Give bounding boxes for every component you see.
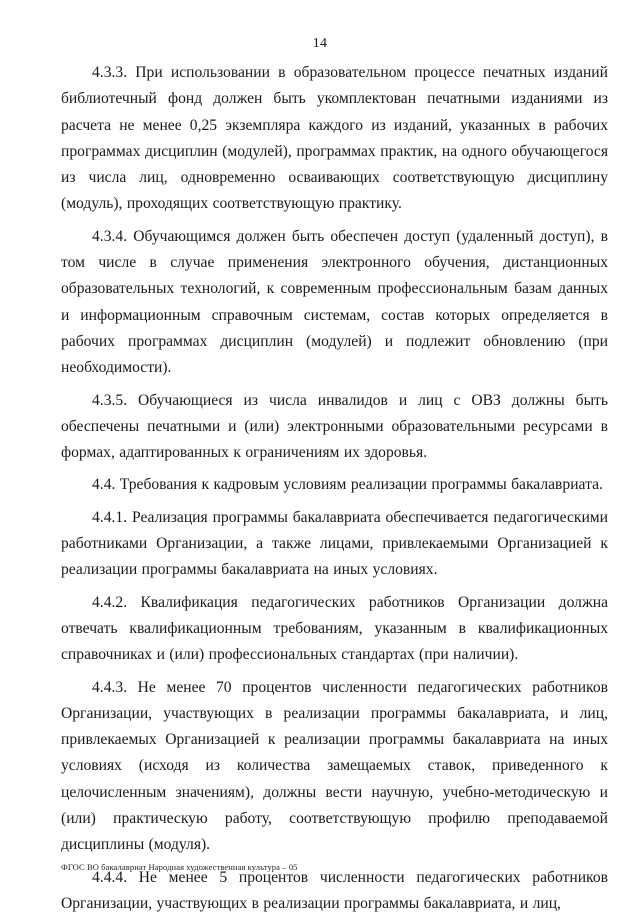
paragraph-4-4-3: 4.4.3. Не менее 70 процентов численности педагогических работников Организации, участвующих в реализации программы бакалавриата, и лиц, привлекаемых Организацией к реализации программы бакалавриата на иных условиях (исходя из количества замещаемых ставок, приведенного к целочисленным значениям), должны вести научную, учебно-методическую и (или) практическую работу, соответствующую профилю преподаваемой дисциплины (модуля). (61, 678, 608, 854)
paragraph-4-3-3: 4.3.3. При использовании в образовательном процессе печатных изданий библиотечный фонд должен быть укомплектован печатными изданиями из расчета не менее 0,25 экземпляра каждого из изданий, указанных в рабочих программах дисциплин (модулей), программах практик, на одного обучающегося из числа лиц, одновременно осваивающих соответствующую дисциплину (модуль), проходящих соответствующую практику. (61, 64, 608, 213)
paragraph-4-3-4: 4.3.4. Обучающимся должен быть обеспечен доступ (удаленный доступ), в том числе в случае применения электронного обучения, дистанционных образовательных технологий, к современным профессиональным базам данных и информационным справочным системам, состав которых определяется в рабочих программах дисциплин (модулей) и подлежит обновлению (при необходимости). (61, 227, 608, 377)
paragraph-4-4: 4.4. Требования к кадровым условиям реализации программы бакалавриата. (92, 476, 603, 494)
page-number: 14 (312, 36, 328, 51)
paragraph-4-4-2: 4.4.2. Квалификация педагогических работников Организации должна отвечать квалификационным требованиям, указанным в квалификационных справочниках и (или) профессиональных стандартах (при наличии). (61, 593, 608, 664)
paragraph-4-4-4: 4.4.4. Не менее 5 процентов численности педагогических работников Организации, участвующих в реализации программы бакалавриата, и лиц, (61, 868, 608, 912)
page-footer: ФГОС ВО бакалавриат Народная художественная культура – 05 (61, 862, 298, 872)
paragraph-4-3-5: 4.3.5. Обучающиеся из числа инвалидов и лиц с ОВЗ должны быть обеспечены печатными и (или) электронными образовательными ресурсами в формах, адаптированных к ограничениям их здоровья. (61, 391, 608, 462)
document-body (61, 60, 608, 923)
paragraph-4-4-1: 4.4.1. Реализация программы бакалавриата обеспечивается педагогическими работниками Организации, а также лицами, привлекаемыми Организацией к реализации программы бакалавриата на иных условиях. (61, 508, 608, 579)
